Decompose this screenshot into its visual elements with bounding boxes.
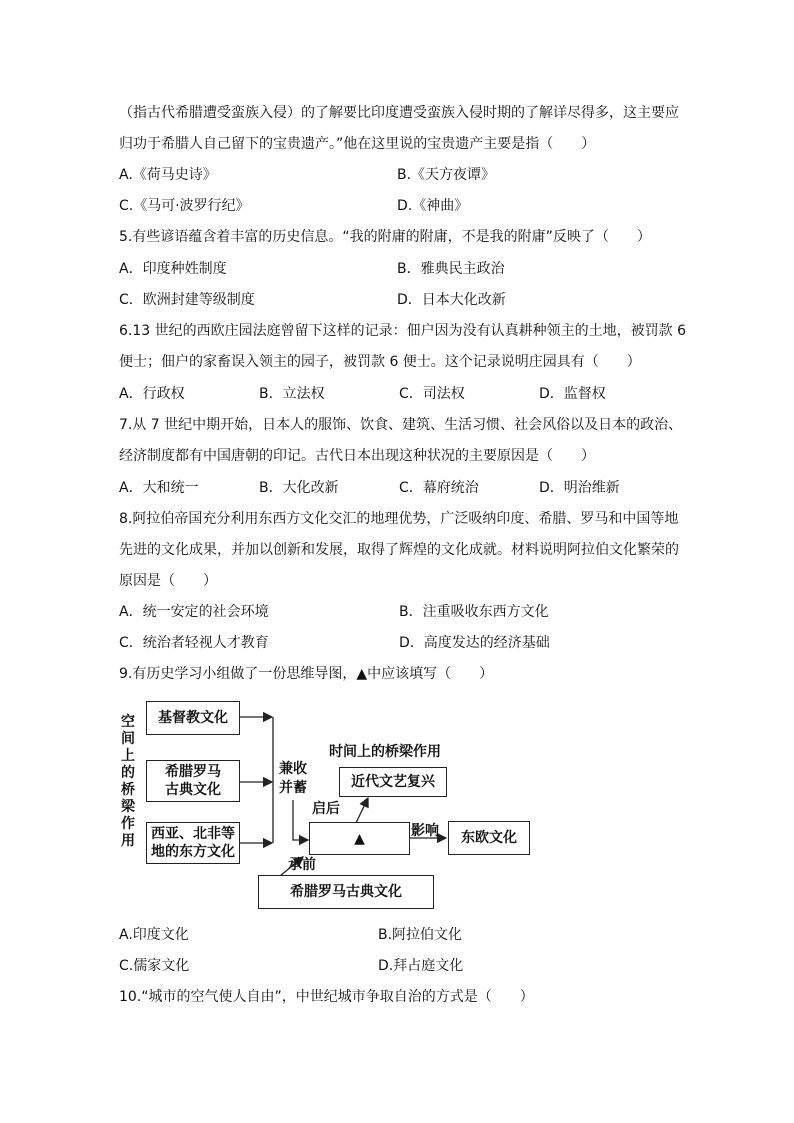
q4-option-d: D.《神曲》 bbox=[397, 198, 469, 214]
box-renaissance-text: 近代文艺复兴 bbox=[351, 774, 435, 790]
q8-option-b: B．注重吸收东西方文化 bbox=[399, 604, 549, 620]
box-eastern-culture bbox=[146, 822, 240, 864]
q4-option-b: B.《天方夜谭》 bbox=[397, 167, 496, 183]
box-greek-roman-line2: 古典文化 bbox=[165, 782, 221, 798]
question-6-stem-line1: 6.13 世纪的西欧庄园法庭曾留下这样的记录：佃户因为没有认真耕种领主的土地，被罚款 6 bbox=[119, 323, 686, 339]
question-5-stem: 5.有些谚语蕴含着丰富的历史信息。“我的附庸的附庸，不是我的附庸”反映了（ ） bbox=[119, 229, 651, 245]
q9-option-a: A.印度文化 bbox=[119, 927, 189, 943]
question-9-stem: 9.有历史学习小组做了一份思维导图，▲中应该填写（ ） bbox=[119, 666, 494, 682]
q9-option-c: C.儒家文化 bbox=[119, 958, 190, 974]
box-renaissance bbox=[339, 767, 447, 797]
label-inspire: 启后 bbox=[312, 801, 340, 817]
label-influence: 影响 bbox=[411, 823, 439, 839]
q8-option-c: C．统治者轻视人才教育 bbox=[119, 635, 269, 651]
label-inherit: 承前 bbox=[288, 857, 316, 873]
q7-option-a: A．大和统一 bbox=[119, 480, 199, 496]
question-8-stem-line3: 原因是（ ） bbox=[119, 573, 217, 589]
question-6-stem-line2: 便士；佃户的家畜误入领主的园子，被罚款 6 便士。这个记录说明庄园具有（ ） bbox=[119, 354, 641, 370]
q5-option-c: C．欧洲封建等级制度 bbox=[119, 292, 255, 308]
q4-option-a: A.《荷马史诗》 bbox=[119, 167, 217, 183]
q5-option-d: D．日本大化改新 bbox=[397, 292, 506, 308]
question-7-stem-line1: 7.从 7 世纪中期开始，日本人的服饰、饮食、建筑、生活习惯、社会风俗以及日本的政治、 bbox=[119, 417, 683, 433]
q6-option-b: B．立法权 bbox=[259, 386, 325, 402]
q6-option-d: D．监督权 bbox=[539, 386, 606, 402]
box-greek-roman-bottom-text: 希腊罗马古典文化 bbox=[290, 884, 402, 900]
q6-option-c: C．司法权 bbox=[399, 386, 465, 402]
question-8-stem-line1: 8.阿拉伯帝国充分利用东西方文化交汇的地理优势，广泛吸纳印度、希腊、罗马和中国等地 bbox=[119, 511, 679, 527]
q8-option-d: D．高度发达的经济基础 bbox=[399, 635, 550, 651]
box-center-blank bbox=[309, 822, 410, 855]
box-east-europe bbox=[448, 821, 530, 855]
q9-option-d: D.拜占庭文化 bbox=[378, 958, 464, 974]
box-greek-roman-bottom bbox=[258, 875, 434, 909]
triangle-marker: ▲ bbox=[354, 830, 365, 847]
q8-option-a: A．统一安定的社会环境 bbox=[119, 604, 269, 620]
question-4-stem-line1: （指古代希腊遭受蛮族入侵）的了解要比印度遭受蛮族入侵时期的了解详尽得多，这主要应 bbox=[119, 105, 679, 121]
q7-option-c: C．幕府统治 bbox=[399, 480, 479, 496]
box-east-europe-text: 东欧文化 bbox=[461, 830, 517, 846]
label-absorb-line1: 兼收 bbox=[279, 761, 307, 777]
box-christian-culture bbox=[146, 701, 240, 735]
q4-option-c: C.《马可·波罗行纪》 bbox=[119, 198, 250, 214]
label-absorb-line2: 并蓄 bbox=[279, 780, 307, 796]
box-greek-roman-line1: 希腊罗马 bbox=[165, 764, 221, 780]
box-eastern-line1: 西亚、北非等 bbox=[151, 826, 235, 842]
q9-option-b: B.阿拉伯文化 bbox=[378, 927, 463, 943]
q6-option-a: A．行政权 bbox=[119, 386, 185, 402]
question-4-stem-line2: 归功于希腊人自己留下的宝贵遗产。”他在这里说的宝贵遗产主要是指（ ） bbox=[119, 136, 596, 152]
question-7-stem-line2: 经济制度都有中国唐朝的印记。古代日本出现这种状况的主要原因是（ ） bbox=[119, 448, 595, 464]
box-eastern-line2: 地的东方文化 bbox=[151, 844, 235, 860]
box-greek-roman-classical bbox=[146, 760, 240, 802]
question-10-stem: 10.“城市的空气使人自由”，中世纪城市争取自治的方式是（ ） bbox=[119, 989, 534, 1005]
q5-option-a: A．印度种姓制度 bbox=[119, 261, 227, 277]
box-christian-culture-text: 基督教文化 bbox=[158, 710, 228, 726]
q7-option-d: D．明治维新 bbox=[539, 480, 620, 496]
question-8-stem-line2: 先进的文化成果，并加以创新和发展，取得了辉煌的文化成就。材料说明阿拉伯文化繁荣的 bbox=[119, 542, 679, 558]
vertical-label-spatial-bridge: 空间上的桥梁作用 bbox=[121, 714, 135, 849]
q5-option-b: B．雅典民主政治 bbox=[397, 261, 505, 277]
q7-option-b: B．大化改新 bbox=[259, 480, 339, 496]
label-temporal-bridge: 时间上的桥梁作用 bbox=[329, 744, 441, 760]
